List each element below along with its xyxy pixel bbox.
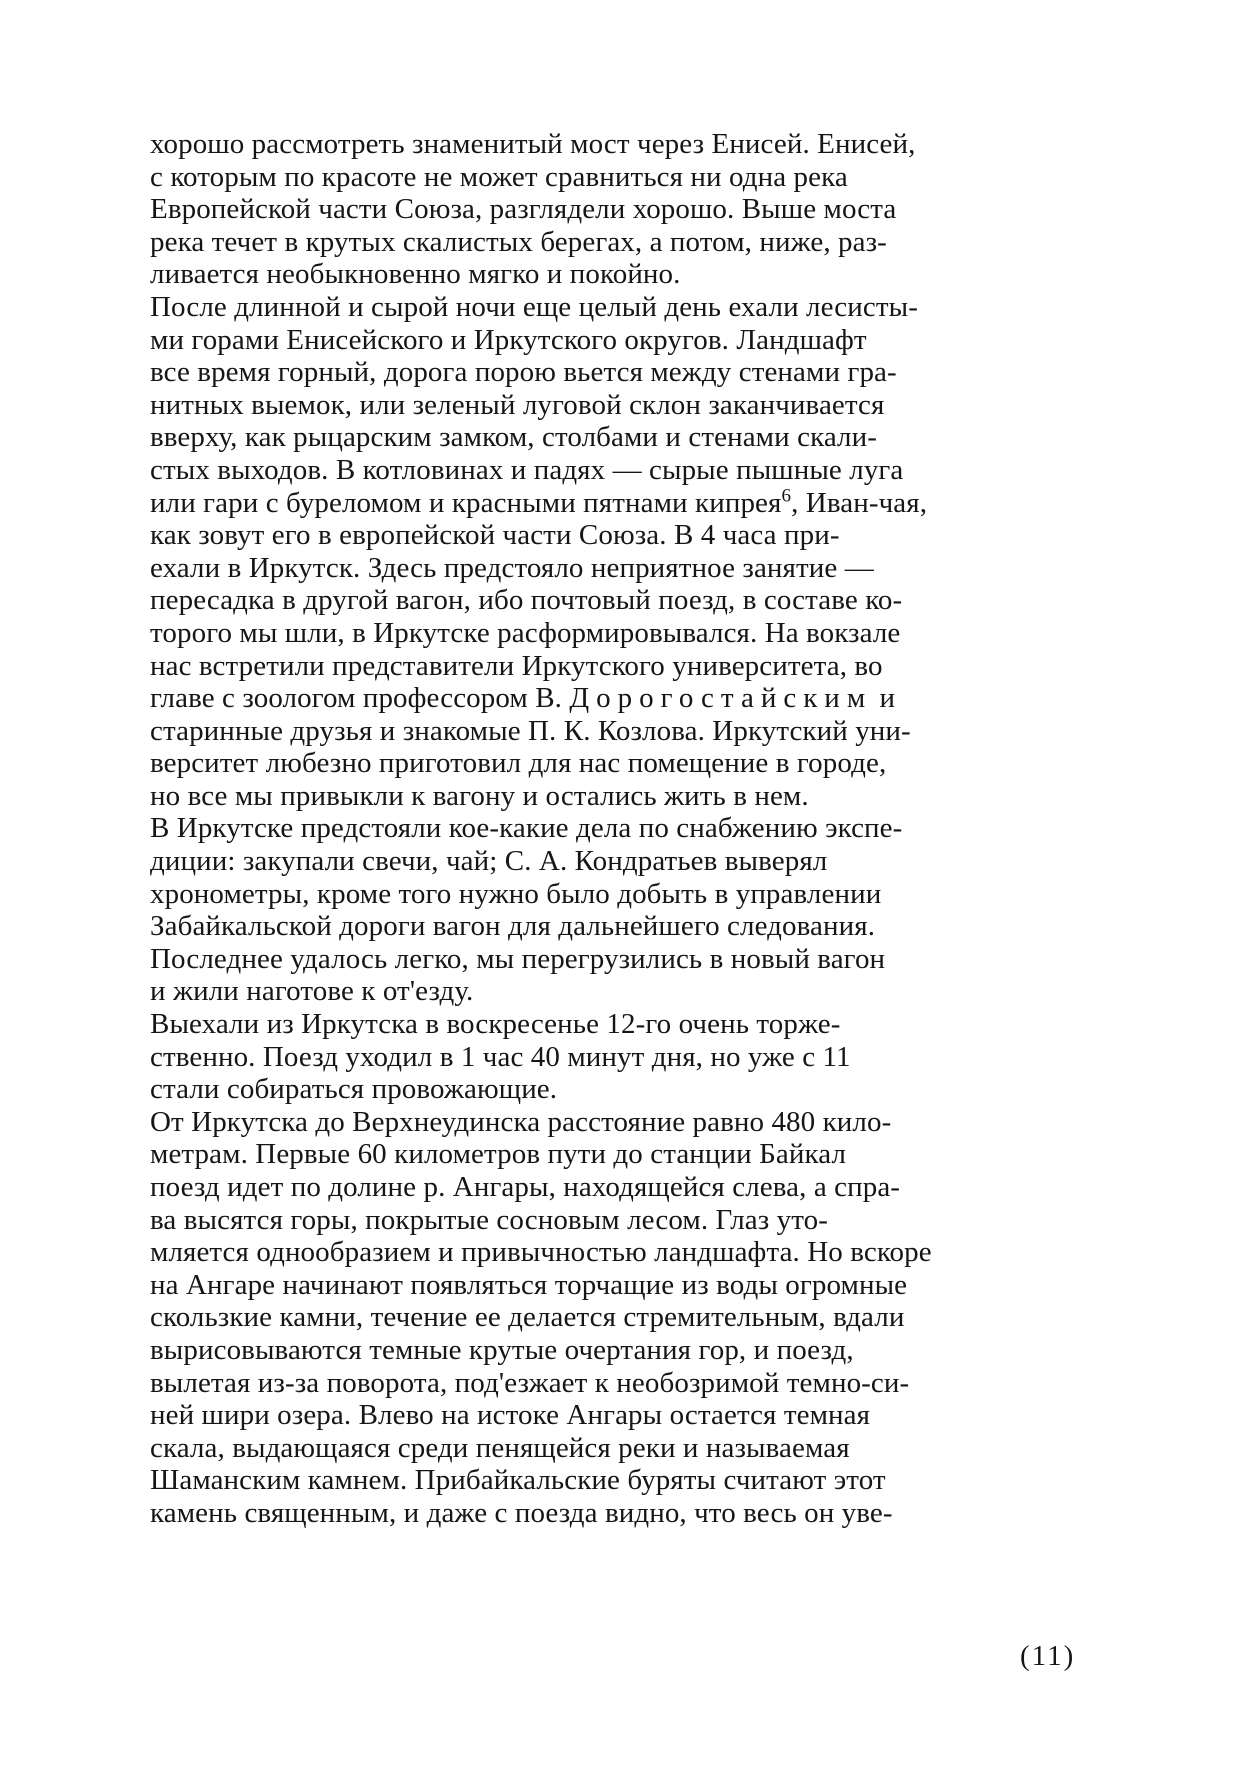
- text-line: В Иркутске предстояли кое-какие дела по снабжению экспе-: [150, 812, 903, 845]
- text-fragment: главе с зоологом профессором В.: [150, 682, 570, 715]
- text-fragment: и: [872, 682, 896, 715]
- spaced-surname: Дорогостайским: [569, 682, 873, 715]
- text-line: Европейской части Союза, разглядели хорошо. Выше моста: [150, 193, 897, 226]
- text-line: вырисовываются темные крутые очертания гор, и поезд,: [150, 1333, 854, 1366]
- text-line: мляется однообразием и привычностью ландшафта. Но вскоре: [150, 1236, 932, 1269]
- text-line: ехали в Иркутск. Здесь предстояло неприятное занятие —: [150, 551, 874, 584]
- text-line: ственно. Поезд уходил в 1 час 40 минут дня, но уже с 11: [150, 1040, 851, 1073]
- text-line: нитных выемок, или зеленый луговой склон заканчивается: [150, 388, 885, 421]
- text-fragment: , Иван-чая,: [791, 486, 928, 519]
- text-line: скала, выдающаяся среди пенящейся реки и называемая: [150, 1431, 850, 1464]
- text-line: диции: закупали свечи, чай; С. А. Кондратьев выверял: [150, 845, 828, 878]
- text-line: с которым по красоте не может сравниться ни одна река: [150, 160, 848, 193]
- text-line: пересадка в другой вагон, ибо почтовый поезд, в составе ко-: [150, 584, 903, 617]
- footnote-marker: 6: [781, 484, 792, 506]
- text-line: хронометры, кроме того нужно было добыть в управлении: [150, 877, 882, 910]
- text-line: Последнее удалось легко, мы перегрузились в новый вагон: [150, 942, 886, 975]
- text-line: поезд идет по долине р. Ангары, находящейся слева, а спра-: [150, 1171, 901, 1203]
- text-line: ливается необыкновенно мягко и покойно.: [150, 258, 681, 291]
- text-line: Шаманским камнем. Прибайкальские буряты считают этот: [150, 1464, 886, 1497]
- text-line: стых выходов. В котловинах и падях — сырые пышные луга: [150, 453, 904, 486]
- text-line: ми горами Енисейского и Иркутского округов. Ландшафт: [150, 323, 867, 356]
- text-line: вверху, как рыцарским замком, столбами и стенами скали-: [150, 421, 877, 454]
- text-line: на Ангаре начинают появляться торчащие из воды огромные: [150, 1268, 908, 1301]
- text-line: но все мы привыкли к вагону и остались жить в нем.: [150, 779, 809, 812]
- paragraph-3: [150, 812, 1100, 1008]
- text-line: нас встретили представители Иркутского университета, во: [150, 649, 883, 682]
- text-line: или гари с буреломом и красными пятнами кипрея: [150, 486, 782, 519]
- text-line: Забайкальской дороги вагон для дальнейшего следования.: [150, 910, 876, 943]
- text-line: хорошо рассмотреть знаменитый мост через Енисей. Енисей,: [150, 128, 916, 160]
- text-line: камень священным, и даже с поезда видно, что весь он уве-: [150, 1496, 893, 1529]
- text-line: метрам. Первые 60 километров пути до станции Байкал: [150, 1138, 847, 1171]
- text-line: От Иркутска до Верхнеудинска расстояние равно 480 кило-: [150, 1105, 892, 1138]
- paragraph-2: [150, 291, 1100, 813]
- text-line: После длинной и сырой ночи еще целый день ехали лесисты-: [150, 290, 918, 323]
- page-number: (11): [1020, 1640, 1076, 1672]
- text-line: вылетая из-за поворота, под'езжает к необозримой темно-си-: [150, 1366, 910, 1399]
- text-line: Выехали из Иркутска в воскресенье 12-го очень торже-: [150, 1008, 841, 1041]
- text-line: ней шири озера. Влево на истоке Ангары остается темная: [150, 1399, 871, 1432]
- text-line: торого мы шли, в Иркутске расформировывался. На вокзале: [150, 616, 901, 649]
- paragraph-5: [150, 1106, 1100, 1530]
- text-line: верситет любезно приготовил для нас помещение в городе,: [150, 747, 887, 780]
- text-line: старинные друзья и знакомые П. К. Козлова. Иркутский уни-: [150, 714, 911, 747]
- text-line: как зовут его в европейской части Союза. В 4 часа при-: [150, 519, 840, 552]
- text-line: ва высятся горы, покрытые сосновым лесом. Глаз уто-: [150, 1203, 829, 1236]
- main-text: [150, 128, 1100, 1530]
- text-line: река течет в крутых скалистых берегах, а потом, ниже, раз-: [150, 225, 887, 258]
- text-line: стали собираться провожающие.: [150, 1073, 558, 1106]
- text-line: и жили наготове к от'езду.: [150, 975, 474, 1008]
- paragraph-4: [150, 1008, 1100, 1106]
- text-line: все время горный, дорога порою вьется между стенами гра-: [150, 356, 897, 389]
- text-line: скользкие камни, течение ее делается стремительным, вдали: [150, 1301, 905, 1334]
- paragraph-1: [150, 128, 1100, 291]
